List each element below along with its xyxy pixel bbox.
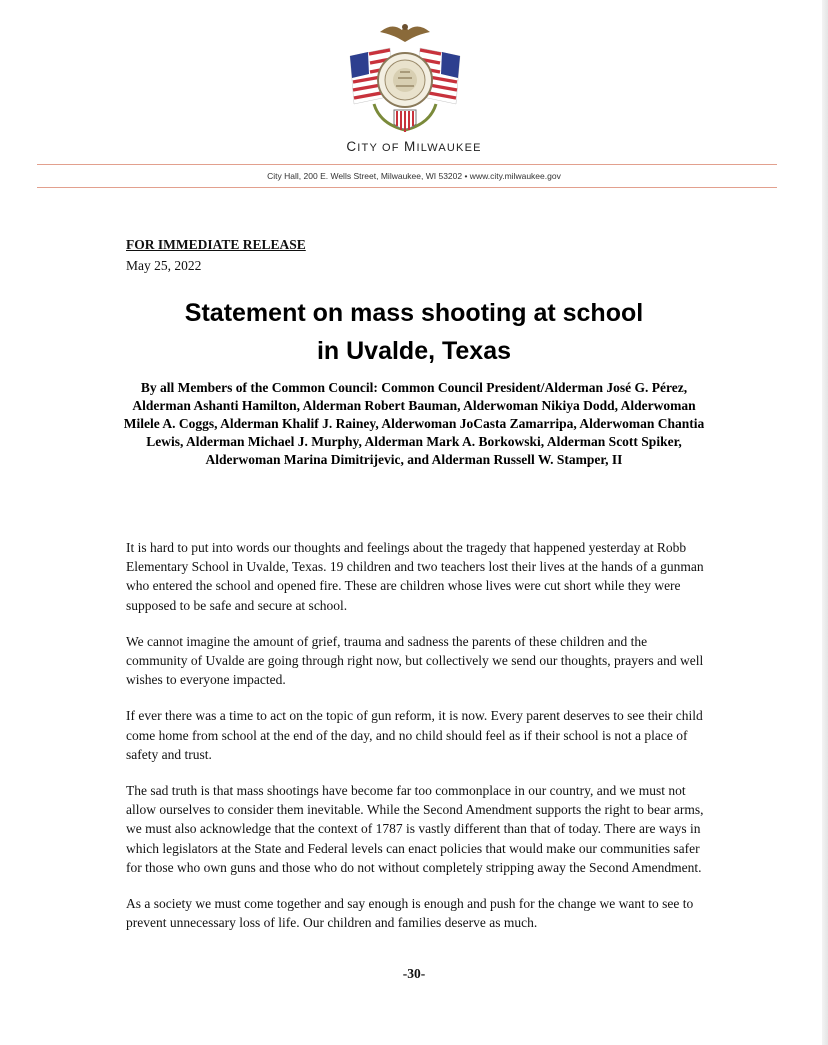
paragraph: We cannot imagine the amount of grief, trauma and sadness the parents of these children and the community of Uvalde are going through right now, but collectively we send our thoughts, prayers and well wishes to everyone impacted. (126, 633, 704, 688)
paragraph: If ever there was a time to act on the topic of gun reform, it is now. Every parent deserves to see their child come home from school at the end of the day, and no child should feel as if their school is not a place of safety and trust. (126, 708, 703, 762)
release-date: May 25, 2022 (126, 258, 202, 273)
release-label: FOR IMMEDIATE RELEASE (126, 237, 306, 252)
header-rule-top (37, 164, 777, 165)
city-name: CITY OF MILWAUKEE (346, 139, 482, 154)
title-line-1: Statement on mass shooting at school (184, 299, 644, 327)
end-mark: -30- (402, 966, 426, 981)
paragraph: As a society we must come together and say enough is enough and push for the change we want to see to prevent unnecessary loss of life. Our children and families deserve as much. (126, 896, 694, 931)
header-rule-bottom (37, 187, 777, 188)
city-address: City Hall, 200 E. Wells Street, Milwaukee, WI 53202 • www.city.milwaukee.gov (267, 171, 561, 181)
byline: By all Members of the Common Council: Common Council President/Alderman José G. Pérez, Alderman Ashanti Hamilton, Alderman Robert Bauman, Alderwoman Nikiya Dodd, Alderwoman Milele A. Coggs, Alderman Khalif J. Rainey, Alderwoman JoCasta Zamarripa, Alderwoman Chantia Lewis, Alderman Michael J. Murphy, Alderman Mark A. Borkowski, Alderman Scott Spiker, Alderwoman Marina Dimitrijevic, and Alderman Russell W. Stamper, II (123, 380, 705, 467)
statement-body (126, 538, 706, 949)
paragraph: The sad truth is that mass shootings have become far too commonplace in our country, and we must not allow ourselves to consider them inevitable. While the Second Amendment supports the right to bear arms, we must also acknowledge that the context of 1787 is vastly different than that of today. There are ways in which legislators at the State and Federal levels can enact policies that would make our communities safer for those who own guns and those who do not without completely stripping away the Second Amendment. (126, 783, 704, 875)
paragraph: It is hard to put into words our thoughts and feelings about the tragedy that happened yesterday at Robb Elementary School in Uvalde, Texas. 19 children and two teachers lost their lives at the hands of a gunman who entered the school and opened fire. These are children whose lives were cut short while they were supposed to be safe and secure at school. (126, 540, 704, 613)
page-edge (822, 0, 828, 1045)
title-line-2: in Uvalde, Texas (316, 337, 512, 365)
city-seal-icon (340, 18, 470, 136)
statement-title (100, 294, 728, 370)
